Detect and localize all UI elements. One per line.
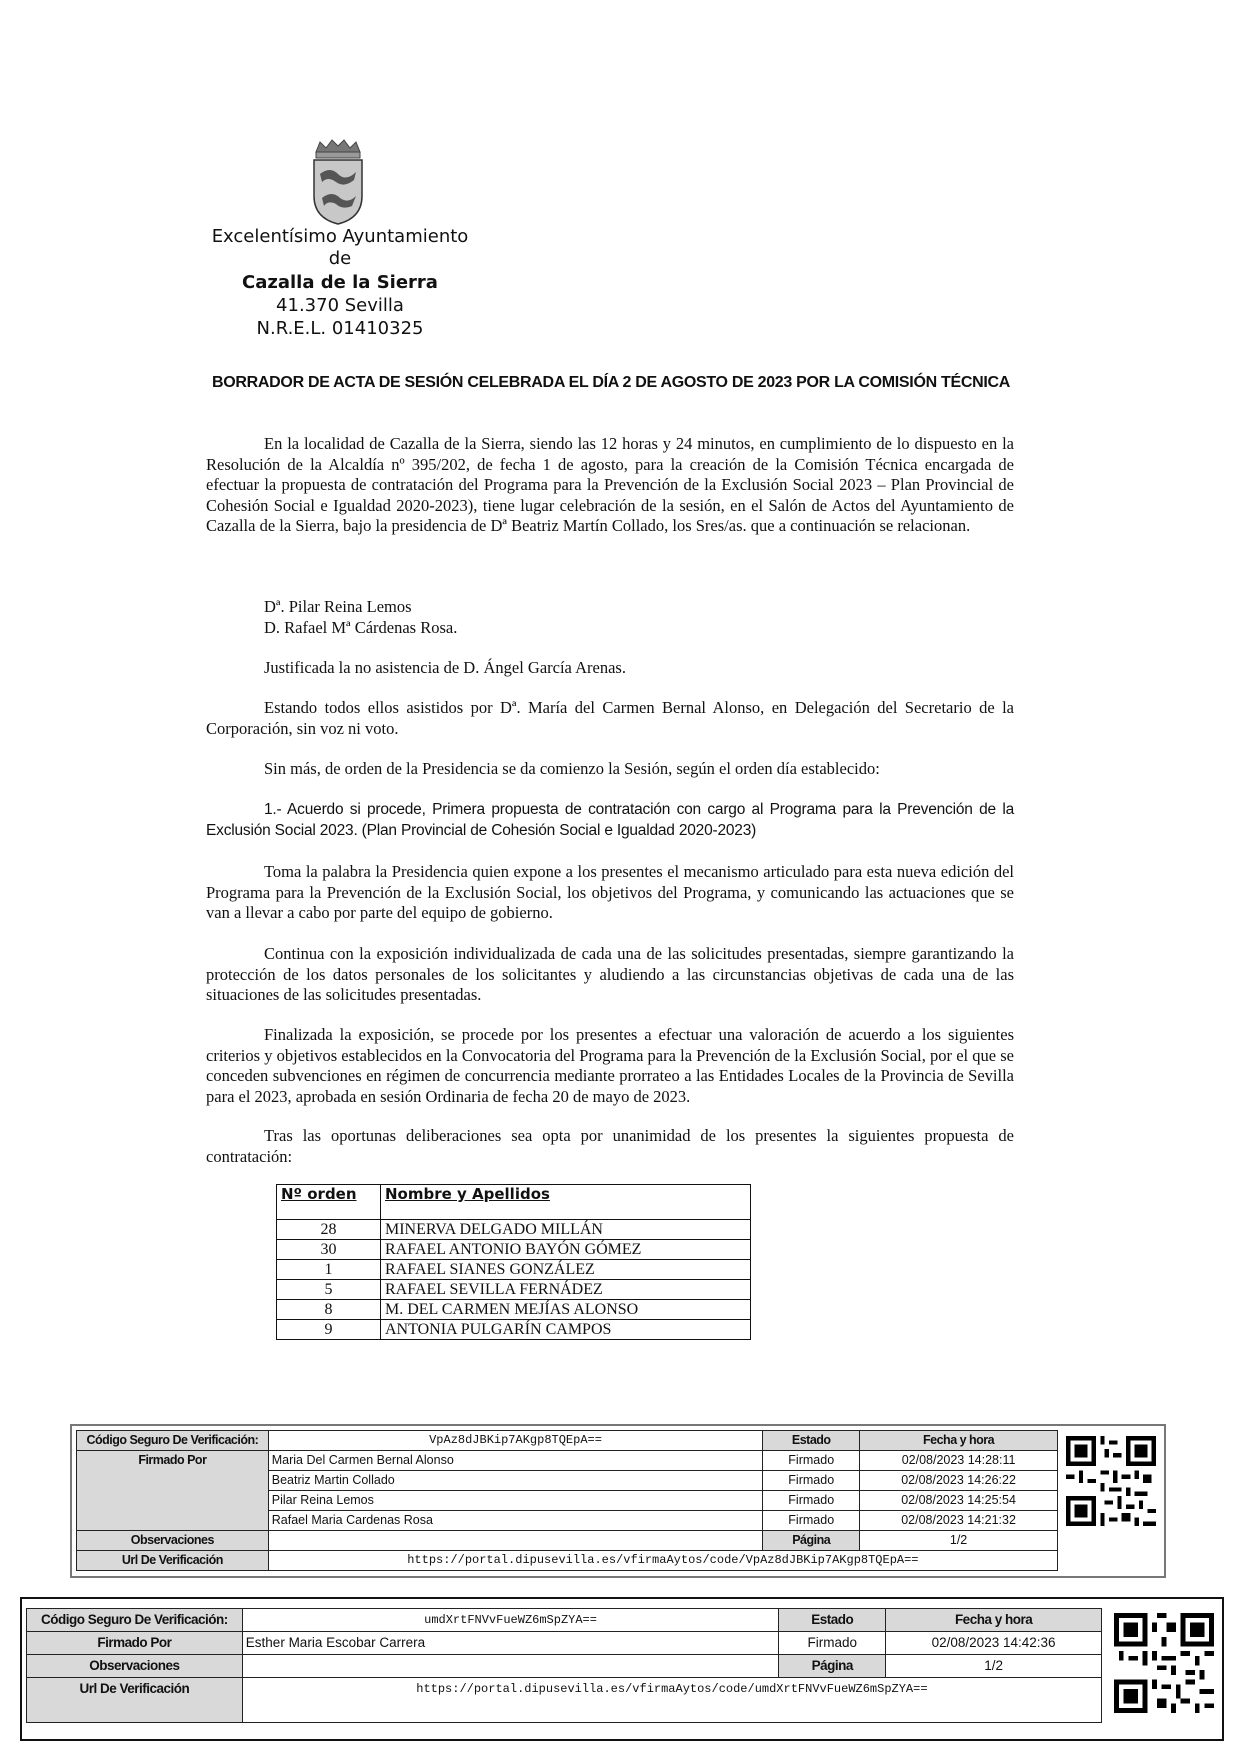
order-cell: 30 <box>277 1240 381 1260</box>
observaciones-value <box>242 1655 778 1678</box>
signer-name: Pilar Reina Lemos <box>268 1491 763 1511</box>
signer-status: Firmado <box>763 1491 860 1511</box>
firmado-label: Firmado Por <box>27 1632 243 1655</box>
fecha-header: Fecha y hora <box>886 1609 1102 1632</box>
member-2: D. Rafael Mª Cárdenas Rosa. <box>264 618 458 637</box>
agenda-text: 1.- Acuerdo si procede, Primera propuesta de contratación con cargo al Programa para la Prevención de la Exclusión Social 2023. (Plan Provincial de Cohesión Social e Igualdad 2020-2023) <box>206 801 1014 839</box>
observaciones-label: Observaciones <box>27 1655 243 1678</box>
name-cell: RAFAEL SIANES GONZÁLEZ <box>381 1260 751 1280</box>
signature-verification-box-2 <box>20 1597 1224 1741</box>
order-cell: 28 <box>277 1220 381 1240</box>
pagina-label: Página <box>763 1531 860 1551</box>
table-row <box>277 1320 751 1340</box>
letterhead-line-de: de <box>328 248 352 269</box>
qr-code-icon <box>1114 1613 1214 1713</box>
assisted-text: Estando todos ellos asistidos por Dª. María del Carmen Bernal Alonso, en Delegación del Secretario de la Corporación, sin voz ni voto. <box>206 698 1014 738</box>
verification-code: umdXrtFNVvFueWZ6mSpZYA== <box>242 1609 778 1632</box>
letterhead-nrel: N.R.E.L. 01410325 <box>256 318 424 339</box>
code-label: Código Seguro De Verificación: <box>27 1609 243 1632</box>
observaciones-label: Observaciones <box>77 1531 269 1551</box>
estado-header: Estado <box>779 1609 886 1632</box>
signer-datetime: 02/08/2023 14:21:32 <box>860 1511 1058 1531</box>
letterhead-postal: 41.370 Sevilla <box>276 295 404 316</box>
signer-datetime: 02/08/2023 14:25:54 <box>860 1491 1058 1511</box>
signer-datetime: 02/08/2023 14:28:11 <box>860 1451 1058 1471</box>
contract-table-header <box>277 1185 751 1220</box>
fecha-header: Fecha y hora <box>860 1431 1058 1451</box>
name-cell: RAFAEL ANTONIO BAYÓN GÓMEZ <box>381 1240 751 1260</box>
document-title: BORRADOR DE ACTA DE SESIÓN CELEBRADA EL DÍA 2 DE AGOSTO DE 2023 POR LA COMISIÓN TÉCNICA <box>212 374 1010 391</box>
paragraph-1 <box>206 862 1014 924</box>
paragraph-1-text: Toma la palabra la Presidencia quien expone a los presentes el mecanismo articulado para esta nueva edición del Programa para la Prevención de la Exclusión Social, los objetivos del Programa, y comunicando las actuaciones que se van a llevar a cabo por parte del equipo de gobierno. <box>206 862 1014 922</box>
pagina-value: 1/2 <box>860 1531 1058 1551</box>
agenda-item <box>206 800 1014 841</box>
signer-datetime: 02/08/2023 14:26:22 <box>860 1471 1058 1491</box>
table-row <box>277 1280 751 1300</box>
url-label: Url De Verificación <box>77 1551 269 1571</box>
signature-table-1 <box>76 1430 1058 1571</box>
order-cell: 5 <box>277 1280 381 1300</box>
letterhead-town: Cazalla de la Sierra <box>242 272 438 293</box>
paragraph-2-text: Continua con la exposición individualizada de cada una de las solicitudes presentadas, siempre garantizando la protección de los datos personales de los solicitantes y aludiendo a las circunstancias objetivas de cada una de las situaciones de las solicitudes presentadas. <box>206 944 1014 1004</box>
name-cell: ANTONIA PULGARÍN CAMPOS <box>381 1320 751 1340</box>
header-name: Nombre y Apellidos <box>381 1185 751 1220</box>
table-row <box>277 1240 751 1260</box>
verification-url-link[interactable]: https://portal.dipusevilla.es/vfirmaAytos/code/VpAz8dJBKip7AKgp8TQEpA== <box>268 1551 1057 1571</box>
coat-of-arms-logo <box>308 138 368 226</box>
firmado-label: Firmado Por <box>77 1451 269 1531</box>
verification-url-link[interactable]: https://portal.dipusevilla.es/vfirmaAytos/code/umdXrtFNVvFueWZ6mSpZYA== <box>242 1678 1101 1723</box>
absence-line: Justificada la no asistencia de D. Ángel García Arenas. <box>264 658 626 677</box>
contract-table <box>276 1184 751 1340</box>
table-row <box>277 1220 751 1240</box>
order-cell: 9 <box>277 1320 381 1340</box>
intro-text: En la localidad de Cazalla de la Sierra, siendo las 12 horas y 24 minutos, en cumplimiento de lo dispuesto en la Resolución de la Alcaldía nº 395/202, de fecha 1 de agosto, para la creación de la Comisión Técnica encargada de efectuar la propuesta de contratación del Programa para la Prevención de la Exclusión Social 2023 – Plan Provincial de Cohesión Social e Igualdad 2020-2023), tiene lugar celebración de la sesión, en el Salón de Actos del Ayuntamiento de Cazalla de la Sierra, bajo la presidencia de Dª Beatriz Martín Collado, los Sres/as. que a continuación se relacionan. <box>206 434 1014 535</box>
verification-code: VpAz8dJBKip7AKgp8TQEpA== <box>268 1431 763 1451</box>
assisted-paragraph <box>206 698 1014 739</box>
url-label: Url De Verificación <box>27 1678 243 1723</box>
signer-name: Esther Maria Escobar Carrera <box>242 1632 778 1655</box>
paragraph-2 <box>206 944 1014 1006</box>
signer-name: Beatriz Martin Collado <box>268 1471 763 1491</box>
paragraph-3 <box>206 1025 1014 1107</box>
signature-verification-box-1 <box>70 1424 1166 1578</box>
table-row <box>277 1260 751 1280</box>
name-cell: MINERVA DELGADO MILLÁN <box>381 1220 751 1240</box>
member-1: Dª. Pilar Reina Lemos <box>264 597 412 616</box>
pagina-label: Página <box>779 1655 886 1678</box>
qr-code-icon <box>1066 1436 1156 1526</box>
signer-datetime: 02/08/2023 14:42:36 <box>886 1632 1102 1655</box>
letterhead-line-institution: Excelentísimo Ayuntamiento <box>211 226 469 247</box>
signature-table-2 <box>26 1608 1102 1723</box>
paragraph-3-text: Finalizada la exposición, se procede por los presentes a efectuar una valoración de acuerdo a los siguientes criterios y objetivos establecidos en la Convocatoria del Programa para la Prevención de la Exclusión Social, por el que se conceden subvenciones en régimen de concurrencia mediante prorrateo a las Entidades Locales de la Provincia de Sevilla para el 2023, aprobada en sesión Ordinaria de fecha 20 de mayo de 2023. <box>206 1025 1014 1106</box>
signer-status: Firmado <box>763 1471 860 1491</box>
header-order: Nº orden <box>277 1185 381 1220</box>
observaciones-value <box>268 1531 763 1551</box>
code-label: Código Seguro De Verificación: <box>77 1431 269 1451</box>
signer-status: Firmado <box>763 1511 860 1531</box>
signer-name: Maria Del Carmen Bernal Alonso <box>268 1451 763 1471</box>
session-start-line: Sin más, de orden de la Presidencia se da comienzo la Sesión, según el orden día establecido: <box>264 759 880 778</box>
signer-status: Firmado <box>779 1632 886 1655</box>
paragraph-4 <box>206 1126 1014 1167</box>
pagina-value: 1/2 <box>886 1655 1102 1678</box>
signer-name: Rafael Maria Cardenas Rosa <box>268 1511 763 1531</box>
signer-status: Firmado <box>763 1451 860 1471</box>
estado-header: Estado <box>763 1431 860 1451</box>
name-cell: RAFAEL SEVILLA FERNÁDEZ <box>381 1280 751 1300</box>
order-cell: 1 <box>277 1260 381 1280</box>
intro-paragraph <box>206 434 1014 537</box>
table-row <box>277 1300 751 1320</box>
order-cell: 8 <box>277 1300 381 1320</box>
name-cell: M. DEL CARMEN MEJÍAS ALONSO <box>381 1300 751 1320</box>
paragraph-4-text: Tras las oportunas deliberaciones sea opta por unanimidad de los presentes la siguientes propuesta de contratación: <box>206 1126 1014 1166</box>
